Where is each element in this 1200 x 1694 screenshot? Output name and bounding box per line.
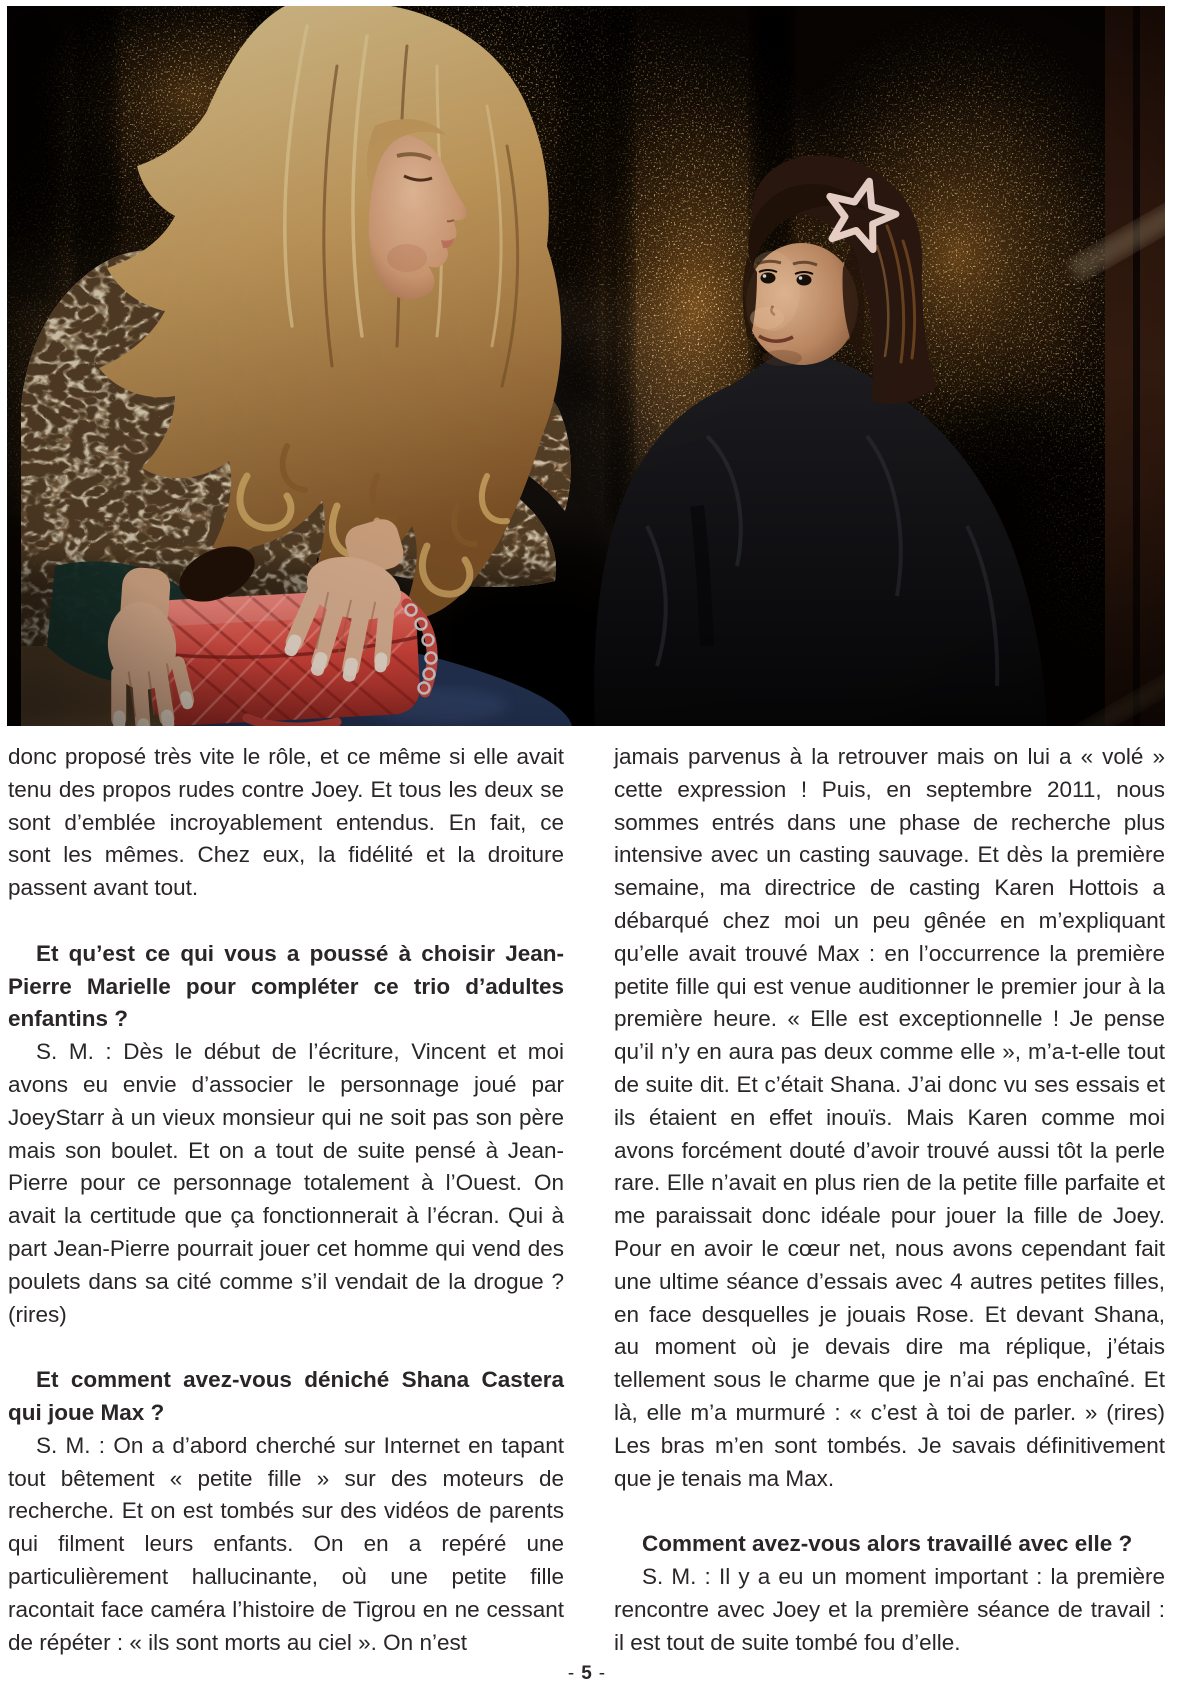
interview-question: Et qu’est ce qui vous a poussé à choisir Jean-Pierre Marielle pour compléter ce trio d’adultes enfantins ? — [8, 940, 564, 1032]
interview-question: Comment avez-vous alors travaillé avec elle ? — [642, 1531, 1133, 1557]
page-number: 5 — [581, 1663, 592, 1684]
article-paragraph: jamais parvenus à la retrouver mais on lui a « volé » cette expression ! Puis, en septembre 2011, nous sommes entrés dans une phase de recherche plus intensive avec un casting sauvage. Et dès la première semaine, ma directrice de casting Karen Hottois a débarqué chez moi un peu gênée en m’expliquant qu’elle avait trouvé Max : en l’occurrence la première petite fille qui est venue auditionner le premier jour à la première heure. « Elle est exceptionnelle ! Je pense qu’il n’y en aura pas deux comme elle », m’a-t-elle tout de suite dit. Et c’était Shana. J’ai donc vu ses essais et ils étaient en effet inouïs. Mais Karen comme moi avons forcément douté d’avoir trouvé aussi tôt la perle rare. Elle n’avait en plus rien de la petite fille parfaite et me paraissait donc idéale pour jouer la fille de Joey. Pour en avoir le cœur net, nous avons cependant fait une ultime séance d’essais avec 4 autres petites filles, en face desquelles je jouais Rose. Et devant Shana, au moment où je devais dire ma réplique, j’étais tellement sous le charme que je n’ai pas enchaîné. Et là, elle m’a murmuré : « c’est à toi de parler. » (rires) Les bras m’en sont tombés. Je savais définitivement que je tenais ma Max. — [614, 744, 1165, 1491]
article-column-left — [8, 741, 564, 1659]
interview-answer: S. M. : On a d’abord cherché sur Internet en tapant tout bêtement « petite fille » sur des moteurs de recherche. Et on est tombés sur des vidéos de parents qui filment leurs enfants. On en a repéré une particulièrement hallucinante, où une petite fille racontait face caméra l’histoire de Tigrou en ne cessant de répéter : « ils sont morts au ciel ». On n’est — [8, 1432, 564, 1655]
interview-answer: S. M. : Il y a eu un moment important : la première rencontre avec Joey et la première séance de travail : il est tout de suite tombé fou d’elle. — [614, 1563, 1165, 1655]
hero-photo-illustration — [7, 6, 1165, 726]
hero-photo — [7, 6, 1165, 726]
interview-question: Et comment avez-vous déniché Shana Castera qui joue Max ? — [8, 1367, 564, 1425]
interview-answer: S. M. : Dès le début de l’écriture, Vincent et moi avons eu envie d’associer le personnage joué par JoeyStarr à un vieux monsieur qui ne soit pas son père mais son boulet. Et on a tout de suite pensé à Jean-Pierre pour ce personnage totalement à l’Ouest. On avait la certitude que ça fonctionnerait à l’écran. Qui à part Jean-Pierre pourrait jouer cet homme qui vend des poulets dans sa cité comme s’il vendait de la drogue ? (rires) — [8, 1039, 564, 1327]
page-footer — [8, 1663, 1165, 1685]
article-paragraph: donc proposé très vite le rôle, et ce même si elle avait tenu des propos rudes contre Joey. Et tous les deux se sont d’emblée incroyablement entendus. En fait, ce sont les mêmes. Chez eux, la fidélité et la droiture passent avant tout. — [8, 744, 564, 901]
page-number-dash-left: - — [567, 1663, 575, 1684]
photo-vignette — [7, 6, 1165, 726]
article-column-right — [614, 741, 1165, 1659]
interview-article — [8, 741, 1165, 1659]
page-number-dash-right: - — [598, 1663, 606, 1684]
